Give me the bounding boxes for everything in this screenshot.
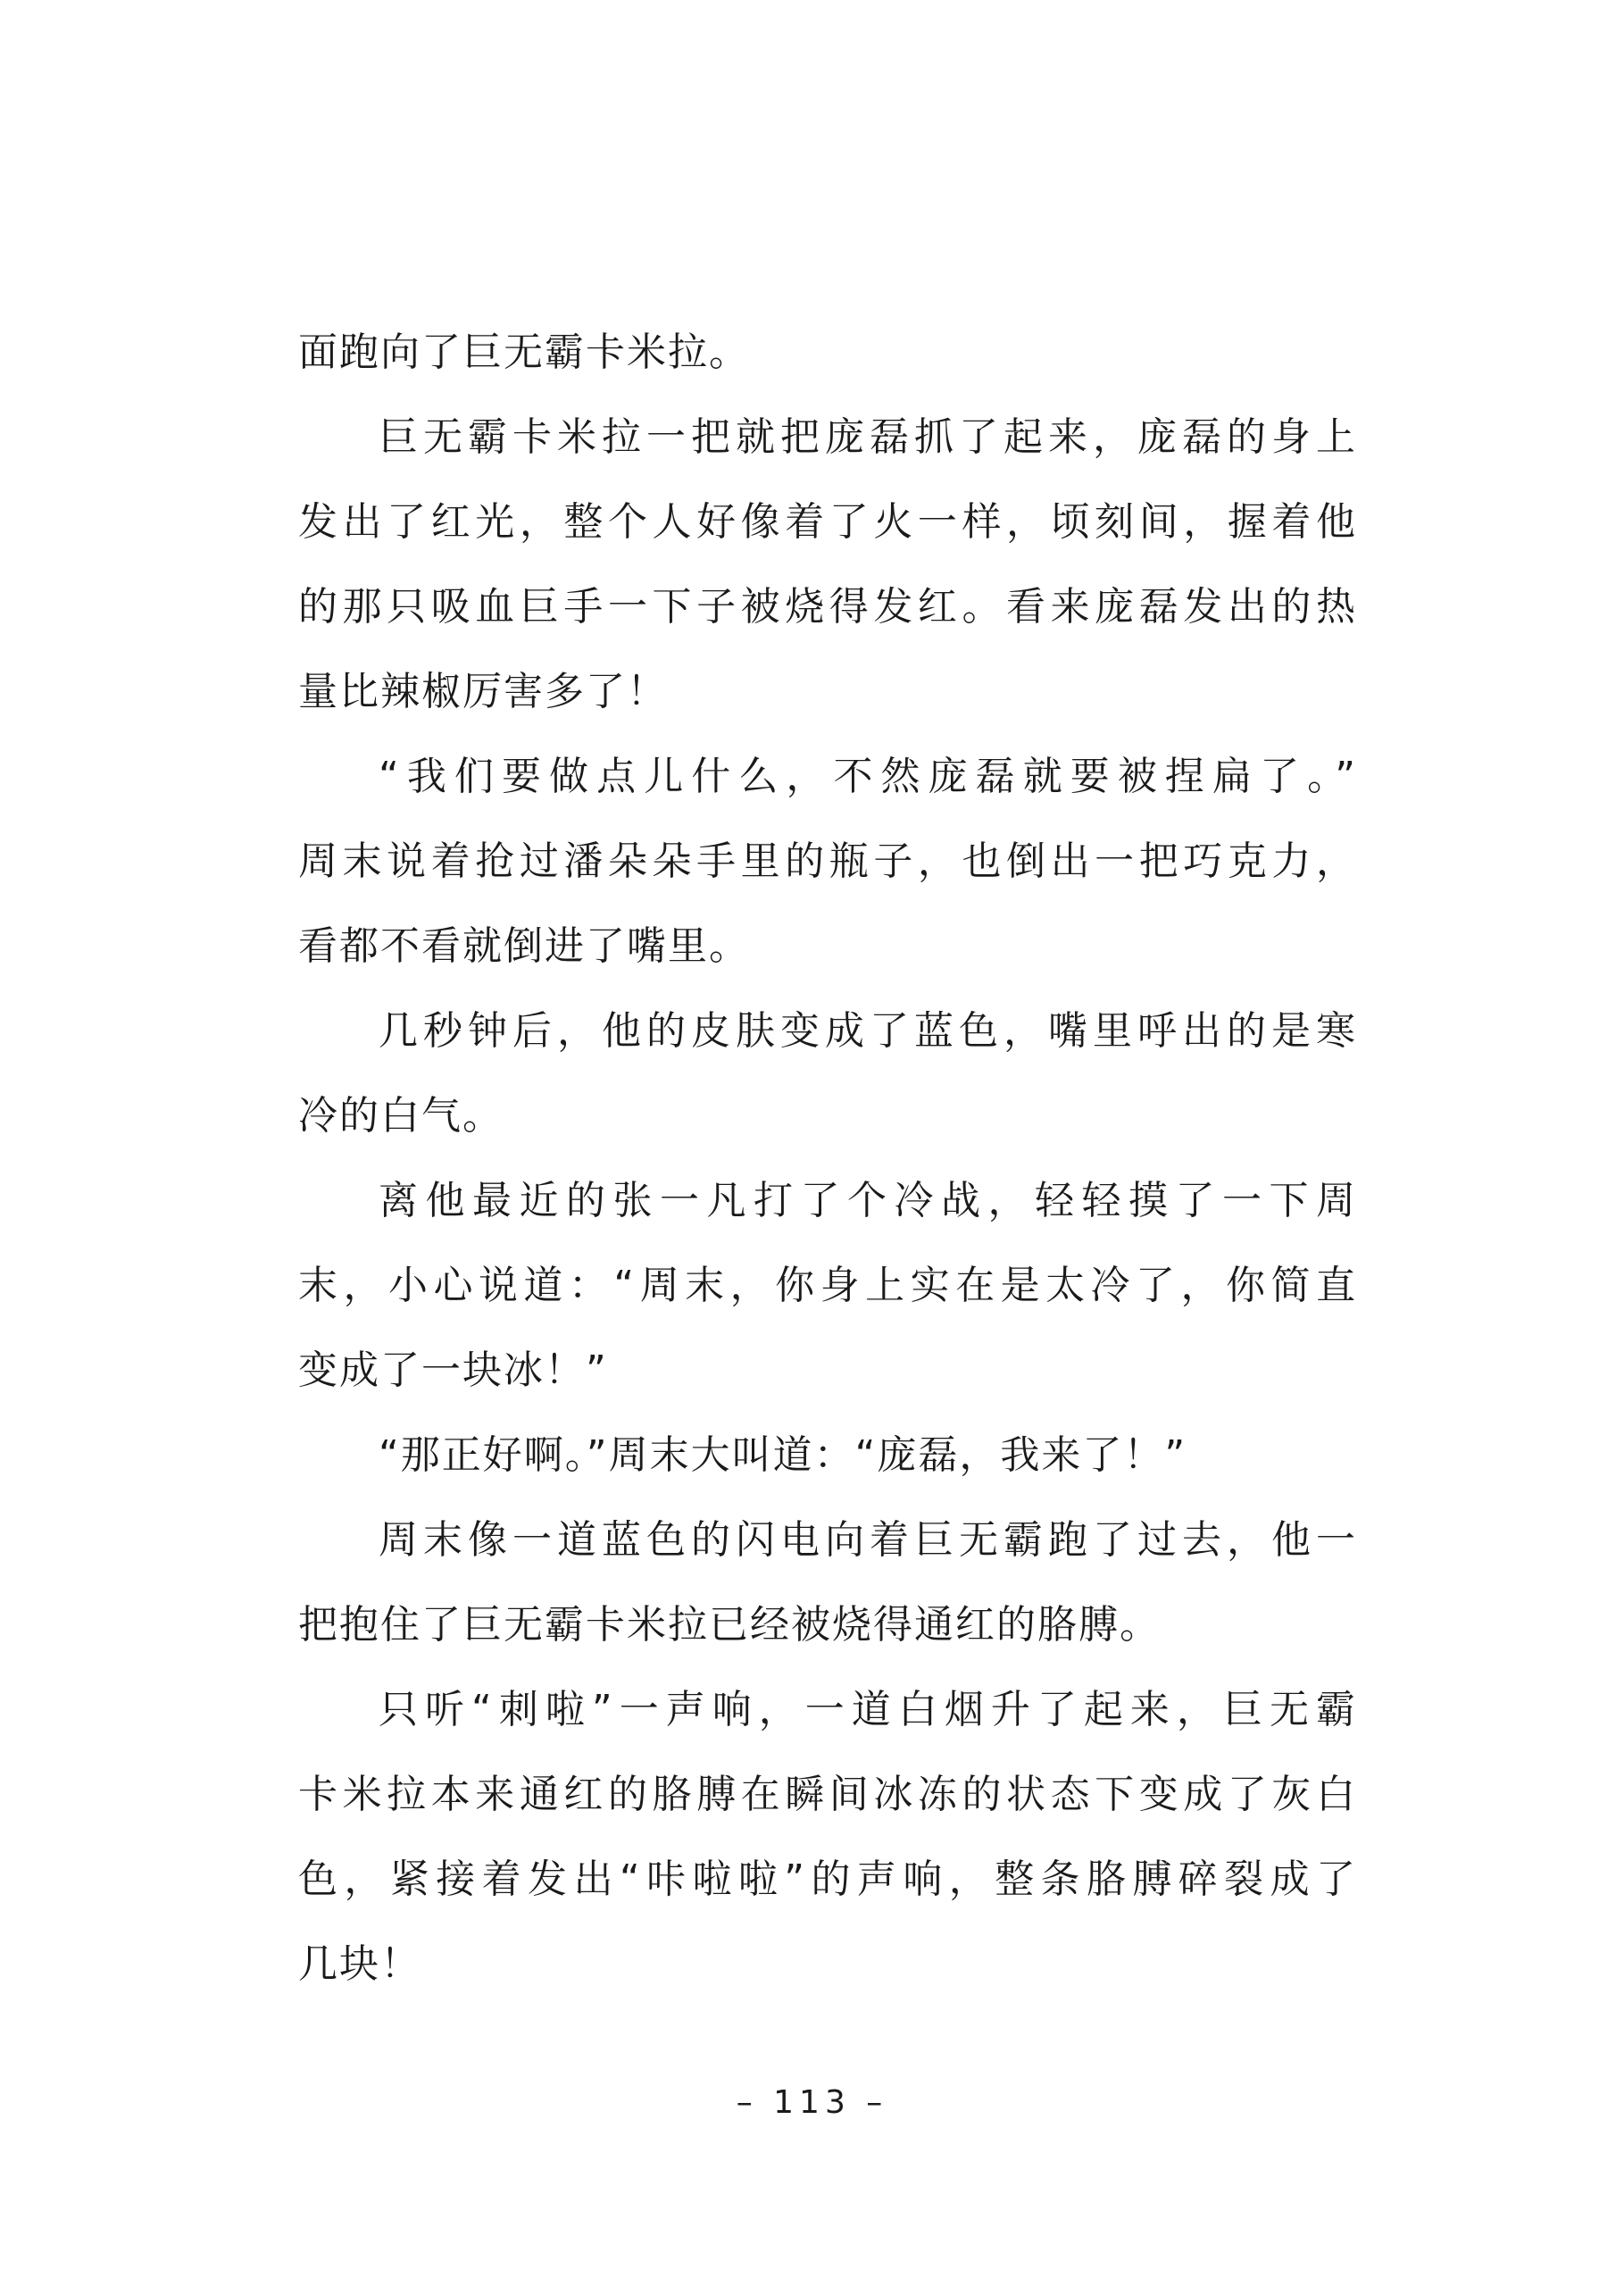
text-line: 变成了一块冰！”: [298, 1348, 608, 1393]
text-line: 发出了红光，整个人好像着了火一样，顷刻间，握着他: [298, 499, 1357, 545]
text-line: 周末说着抢过潘朵朵手里的瓶子，也倒出一把巧克力，: [298, 839, 1357, 884]
text-line: 几块！: [298, 1941, 421, 1987]
text-line: 只听“刺啦”一声响，一道白烟升了起来，巨无霸: [379, 1687, 1357, 1732]
page-body: [298, 310, 1357, 2007]
text-line: 离他最近的张一凡打了个冷战，轻轻摸了一下周: [379, 1178, 1357, 1223]
text-line: 把抱住了巨无霸卡米拉已经被烧得通红的胳膊。: [298, 1602, 1161, 1648]
text-line: 冷的白气。: [298, 1093, 504, 1139]
text-line: 量比辣椒厉害多了！: [298, 669, 668, 714]
text-line: 卡米拉本来通红的胳膊在瞬间冰冻的状态下变成了灰白: [298, 1772, 1357, 1817]
text-line: 几秒钟后，他的皮肤变成了蓝色，嘴里呼出的是寒: [379, 1008, 1357, 1054]
text-line: 看都不看就倒进了嘴里。: [298, 923, 750, 969]
text-line: 周末像一道蓝色的闪电向着巨无霸跑了过去，他一: [379, 1517, 1357, 1563]
text-line: 末，小心说道：“周末，你身上实在是太冷了，你简直: [298, 1263, 1357, 1308]
text-line: 色，紧接着发出“咔啦啦”的声响，整条胳膊碎裂成了: [298, 1857, 1357, 1902]
text-line: 巨无霸卡米拉一把就把庞磊抓了起来，庞磊的身上: [379, 414, 1357, 460]
text-line: 面跑向了巨无霸卡米拉。: [298, 330, 750, 375]
text-line: “我们要做点儿什么，不然庞磊就要被捏扁了。”: [379, 754, 1357, 799]
page-number: – 113 –: [736, 2084, 888, 2121]
text-line: 的那只吸血巨手一下子被烧得发红。看来庞磊发出的热: [298, 584, 1357, 630]
text-line: “那正好啊。”周末大叫道：“庞磊，我来了！”: [379, 1432, 1187, 1478]
